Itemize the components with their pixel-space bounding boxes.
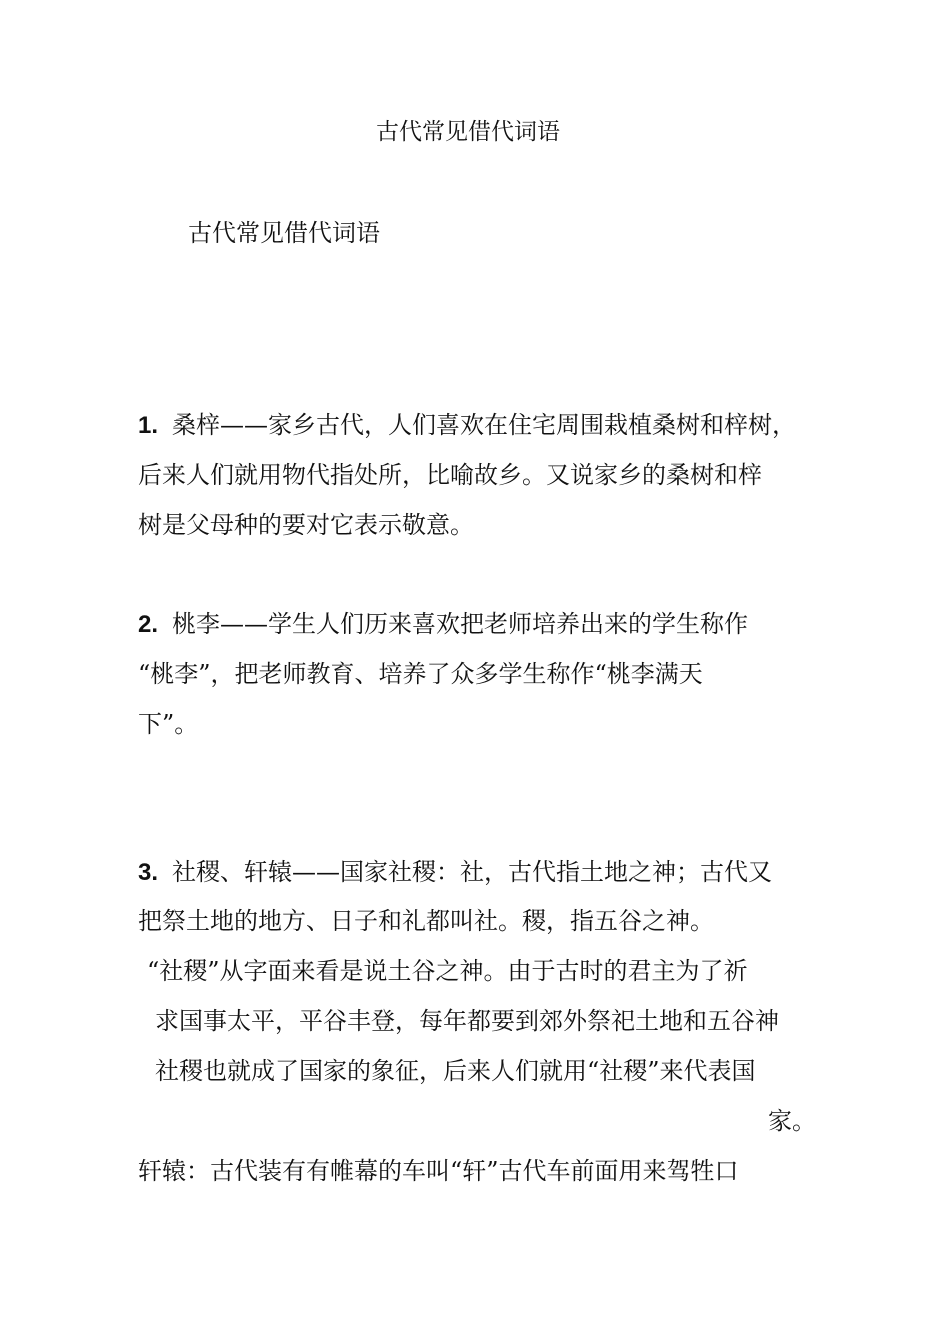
item-3-line-3: “社稷”从字面来看是说土谷之神。由于古时的君主为了祈: [147, 957, 748, 985]
item-1-line-3: 树是父母种的要对它表示敬意。: [138, 511, 474, 539]
item-1-line-1: [138, 410, 796, 441]
page-subtitle: 古代常见借代词语: [188, 219, 380, 247]
item-number: 3.: [138, 859, 159, 886]
item-3-line-2: 把祭土地的地方、日子和礼都叫社。稷，指五谷之神。: [138, 907, 714, 935]
item-text: 桑梓——家乡古代，人们喜欢在住宅周围栽植桑树和梓树，: [172, 411, 797, 439]
item-1-line-2: 后来人们就用物代指处所，比喻故乡。又说家乡的桑树和梓: [138, 461, 762, 489]
item-2-line-2: “桃李”，把老师教育、培养了众多学生称作“桃李满天: [138, 660, 703, 688]
page-title: 古代常见借代词语: [376, 119, 560, 145]
item-3-line-1: [138, 857, 772, 888]
item-3-line-7: 轩辕：古代装有有帷幕的车叫“轩”古代车前面用来驾牲口: [138, 1157, 739, 1185]
item-text: 社稷、轩辕——国家社稷：社，古代指土地之神；古代又: [172, 858, 773, 886]
item-3-line-4: 求国事太平，平谷丰登，每年都要到郊外祭祀土地和五谷神: [155, 1007, 779, 1035]
item-text: 桃李——学生人们历来喜欢把老师培养出来的学生称作: [172, 610, 749, 638]
item-3-line-5: 社稷也就成了国家的象征，后来人们就用“社稷”来代表国: [155, 1057, 756, 1085]
item-3-line-6: 家。: [768, 1107, 816, 1135]
item-2-line-1: [138, 609, 748, 640]
item-2-line-3: 下”。: [138, 710, 199, 738]
item-number: 1.: [138, 412, 159, 439]
item-number: 2.: [138, 611, 159, 638]
